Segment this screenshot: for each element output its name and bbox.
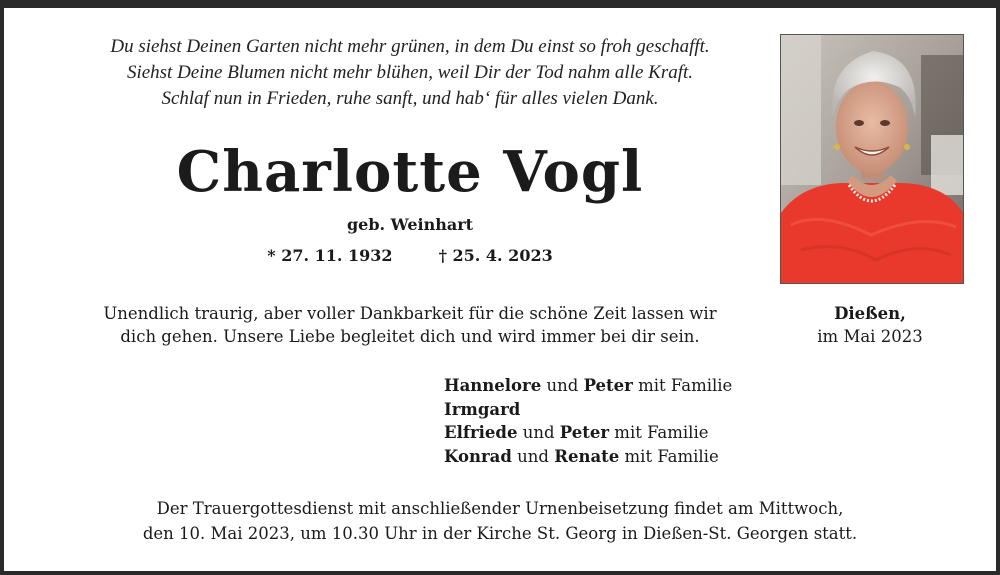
mourner-name: Hannelore (444, 376, 542, 395)
mourner-entry (444, 445, 804, 469)
mourner-conj: und (522, 423, 555, 442)
mourner-name: Peter (583, 376, 633, 395)
mourner-entry (444, 398, 804, 422)
mourner-conj: und (517, 446, 549, 466)
message-line: dich gehen. Unsere Liebe begleitet dich und wird immer bei dir sein. (120, 327, 700, 346)
maiden-name: geb. Weinhart (346, 215, 474, 234)
service-line: Der Trauergottesdienst mit anschließender Urnenbeisetzung findet am Mittwoch, (156, 499, 844, 518)
mourners-list (444, 374, 804, 468)
place-date: im Mai 2023 (817, 327, 923, 346)
message-line: Unendlich traurig, aber voller Dankbarkeit für die schöne Zeit lassen wir (103, 304, 717, 323)
place-and-date (790, 302, 950, 348)
mourner-entry (444, 374, 804, 398)
service-line: den 10. Mai 2023, um 10.30 Uhr in der Kirche St. Georg in Dießen-St. Georgen statt. (142, 524, 858, 543)
birth-date: * 27. 11. 1932 (267, 246, 393, 265)
mourner-name: Elfriede (444, 423, 518, 442)
mourner-suffix: mit Familie (638, 376, 733, 395)
poem-line: Siehst Deine Blumen nicht mehr blühen, weil Dir der Tod nahm alle Kraft. (126, 62, 694, 83)
mourner-suffix: mit Familie (614, 423, 709, 442)
place-town: Dießen, (834, 304, 906, 323)
mourner-conj: und (546, 376, 579, 395)
poem-line: Schlaf nun in Frieden, ruhe sanft, und hab‘ für alles vielen Dank. (161, 88, 659, 109)
funeral-service-info (40, 496, 960, 546)
memorial-poem (40, 34, 780, 112)
deceased-name: Charlotte Vogl (176, 139, 644, 205)
farewell-message (40, 302, 780, 348)
mourner-name: Irmgard (444, 399, 521, 419)
death-date: † 25. 4. 2023 (438, 246, 553, 265)
poem-line: Du siehst Deinen Garten nicht mehr grünen, in dem Du einst so froh geschafft. (110, 36, 710, 57)
mourner-entry (444, 421, 804, 445)
mourner-suffix: mit Familie (624, 446, 719, 466)
mourner-name: Peter (559, 423, 610, 442)
portrait-photo (780, 34, 964, 284)
mourner-name: Konrad (444, 446, 512, 466)
mourner-name: Renate (554, 446, 620, 466)
life-dates (200, 245, 620, 267)
